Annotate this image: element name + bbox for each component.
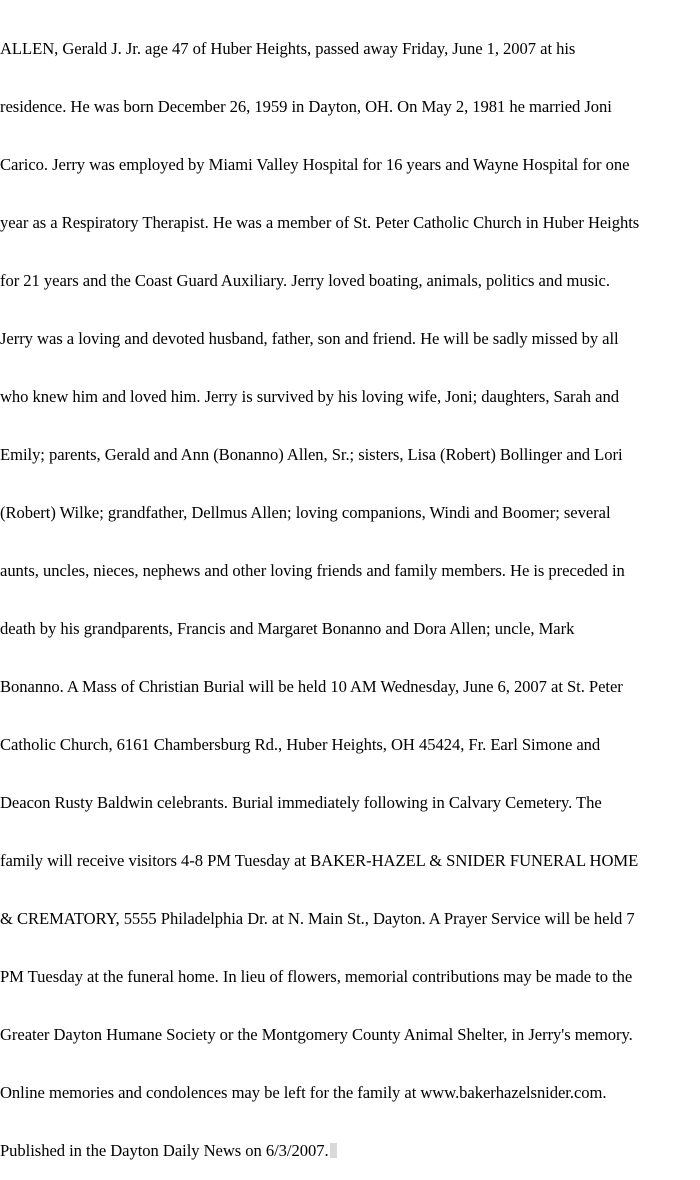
text-line: Online memories and condolences may be left for the family at www.bakerhazelsnider.com. — [0, 1083, 607, 1103]
text-line: year as a Respiratory Therapist. He was a member of St. Peter Catholic Church in Huber Heights — [0, 212, 640, 232]
last-text-line — [0, 1141, 700, 1160]
text-line-content: Published in the Dayton Daily News on 6/3/2007. — [0, 1141, 329, 1161]
text-line: family will receive visitors 4-8 PM Tuesday at BAKER-HAZEL & SNIDER FUNERAL HOME — [0, 851, 639, 871]
text-line: Jerry was a loving and devoted husband, father, son and friend. He will be sadly missed by all — [0, 328, 619, 348]
text-line: Greater Dayton Humane Society or the Montgomery County Animal Shelter, in Jerry's memory. — [0, 1025, 633, 1045]
text-line: Deacon Rusty Baldwin celebrants. Burial immediately following in Calvary Cemetery. The — [0, 793, 602, 813]
text-line: (Robert) Wilke; grandfather, Dellmus Allen; loving companions, Windi and Boomer; several — [0, 502, 611, 522]
text-line: aunts, uncles, nieces, nephews and other loving friends and family members. He is preceded in — [0, 560, 625, 580]
text-cursor — [330, 1143, 337, 1158]
text-line: residence. He was born December 26, 1959 in Dayton, OH. On May 2, 1981 he married Joni — [0, 96, 612, 116]
text-line: death by his grandparents, Francis and Margaret Bonanno and Dora Allen; uncle, Mark — [0, 619, 575, 638]
text-line: Catholic Church, 6161 Chambersburg Rd., Huber Heights, OH 45424, Fr. Earl Simone and — [0, 735, 601, 755]
text-line: for 21 years and the Coast Guard Auxiliary. Jerry loved boating, animals, politics and music. — [0, 270, 610, 290]
text-line: ALLEN, Gerald J. Jr. age 47 of Huber Heights, passed away Friday, June 1, 2007 at his — [0, 38, 576, 58]
text-line: Emily; parents, Gerald and Ann (Bonanno) Allen, Sr.; sisters, Lisa (Robert) Bollinger and Lori — [0, 444, 623, 464]
text-line: PM Tuesday at the funeral home. In lieu of flowers, memorial contributions may be made to the — [0, 967, 633, 987]
text-line: who knew him and loved him. Jerry is survived by his loving wife, Joni; daughters, Sarah and — [0, 386, 619, 406]
text-line: & CREMATORY, 5555 Philadelphia Dr. at N. Main St., Dayton. A Prayer Service will be held 7 — [0, 909, 635, 929]
text-line: Carico. Jerry was employed by Miami Valley Hospital for 16 years and Wayne Hospital for one — [0, 154, 630, 174]
text-line: Bonanno. A Mass of Christian Burial will be held 10 AM Wednesday, June 6, 2007 at St. Peter — [0, 677, 623, 697]
